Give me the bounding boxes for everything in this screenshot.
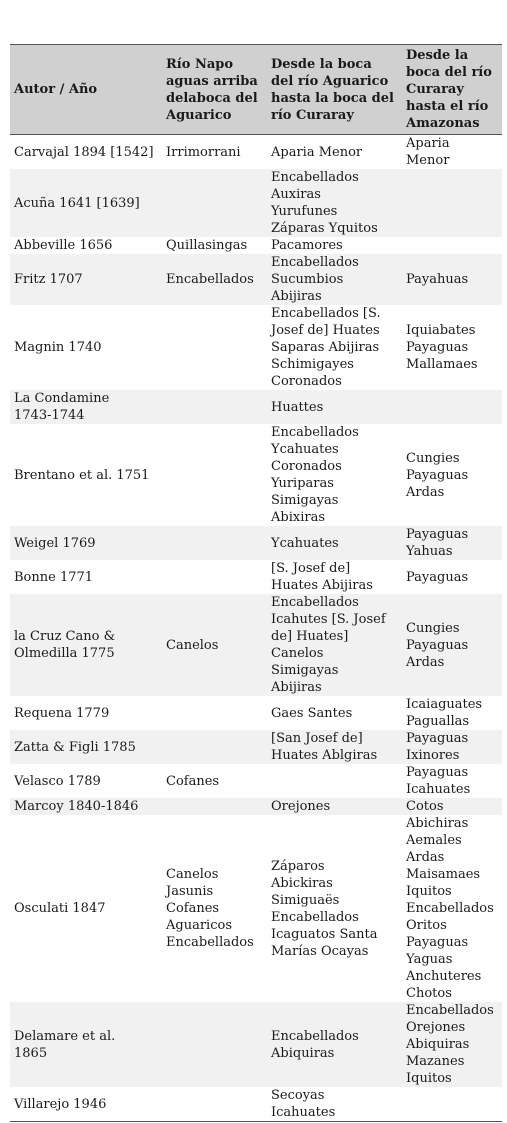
curaray-amazonas-cell: Payaguas xyxy=(406,569,469,585)
table-row xyxy=(10,254,502,305)
aguarico-curaray-cell: Encabellados Sucumbios Abijiras xyxy=(267,254,402,305)
napo-upstream-cell: Cofanes xyxy=(166,773,220,789)
table-row xyxy=(10,1087,502,1122)
table-body xyxy=(10,135,502,1122)
aguarico-curaray-cell: Aparia Menor xyxy=(271,144,363,160)
napo-upstream-cell xyxy=(162,424,267,526)
napo-upstream-cell: Encabellados xyxy=(162,254,267,305)
curaray-amazonas-cell: Aparia Menor xyxy=(406,136,450,168)
author-year-cell: Brentano et al. 1751 xyxy=(14,467,150,483)
aguarico-curaray-cell: [S. Josef de] Huates Abijiras xyxy=(271,561,373,593)
napo-upstream-cell xyxy=(162,390,267,424)
napo-upstream-cell: Canelos xyxy=(162,594,267,696)
author-year-cell: Velasco 1789 xyxy=(14,773,101,789)
table-row xyxy=(10,169,502,237)
table-row xyxy=(10,696,502,730)
table-row xyxy=(10,390,502,424)
author-year-cell: Magnin 1740 xyxy=(14,340,102,355)
table-row xyxy=(10,730,502,764)
curaray-amazonas-cell: Icaiaguates Paguallas xyxy=(406,697,483,729)
header-author-year: Autor / Año xyxy=(10,45,162,135)
author-year-cell: Fritz 1707 xyxy=(10,254,162,305)
aguarico-curaray-cell: Encabellados [S. Josef de] Huates Saparas Abijiras Schimigayes Coronados xyxy=(271,306,381,389)
author-year-cell: Requena 1779 xyxy=(14,705,110,721)
tribes-table xyxy=(10,44,502,1122)
napo-upstream-cell xyxy=(162,560,267,594)
napo-upstream-cell xyxy=(162,798,267,815)
table-row xyxy=(10,798,502,815)
author-year-cell: Villarejo 1946 xyxy=(10,1087,162,1122)
table-row xyxy=(10,594,502,696)
curaray-amazonas-cell: Cungies Payaguas Ardas xyxy=(406,450,469,500)
aguarico-curaray-cell: Orejones xyxy=(267,798,402,815)
author-year-cell: La Condamine 1743-1744 xyxy=(10,390,162,424)
napo-upstream-cell xyxy=(162,1002,267,1087)
napo-upstream-cell: Canelos Jasunis Cofanes Aguaricos Encabellados xyxy=(166,867,254,950)
napo-upstream-cell: Irrimorrani xyxy=(166,144,241,160)
curaray-amazonas-cell: Encabellados Orejones Abiquiras Mazanes Iquitos xyxy=(402,1002,502,1087)
aguarico-curaray-cell: Secoyas Icahuates xyxy=(267,1087,402,1122)
curaray-amazonas-cell xyxy=(402,390,502,424)
author-year-cell: Carvajal 1894 [1542] xyxy=(14,144,154,160)
napo-upstream-cell xyxy=(162,696,267,730)
aguarico-curaray-cell: Gaes Santes xyxy=(271,705,353,721)
aguarico-curaray-cell: Záparos Abickiras Simiguaës Encabellados Icaguatos Santa Marías Ocayas xyxy=(271,858,378,959)
curaray-amazonas-cell xyxy=(402,237,502,254)
aguarico-curaray-cell: Encabellados Ycahuates Coronados Yuriparas Simigayas Abixiras xyxy=(271,425,359,525)
author-year-cell: Abbeville 1656 xyxy=(14,238,113,253)
header-curaray-to-amazonas: Desde la boca del río Curaray hasta el río Amazonas xyxy=(402,45,502,135)
curaray-amazonas-cell xyxy=(402,1087,502,1122)
table-row xyxy=(10,815,502,1002)
author-year-cell: Marcoy 1840-1846 xyxy=(10,798,162,815)
header-napo-upstream: Río Napo aguas arriba delaboca del Aguarico xyxy=(162,45,267,135)
curaray-amazonas-cell: Payaguas Ixinores xyxy=(402,730,502,764)
aguarico-curaray-cell: Encabellados Auxiras Yurufunes Záparas Yquitos xyxy=(267,169,402,237)
napo-upstream-cell xyxy=(162,730,267,764)
curaray-amazonas-cell: Payaguas Icahuates xyxy=(406,765,471,797)
napo-upstream-cell xyxy=(162,169,267,237)
table-row xyxy=(10,1002,502,1087)
napo-upstream-cell xyxy=(162,526,267,560)
table-row xyxy=(10,237,502,254)
author-year-cell: Delamare et al. 1865 xyxy=(10,1002,162,1087)
table-header-row xyxy=(10,45,502,135)
aguarico-curaray-cell: Huattes xyxy=(267,390,402,424)
curaray-amazonas-cell: Payaguas Yahuas xyxy=(402,526,502,560)
table-row xyxy=(10,305,502,390)
curaray-amazonas-cell: Abichiras Aemales Ardas Maisamaes Iquitos Encabellados Oritos Payaguas Yaguas Anchuteres Chotos xyxy=(406,816,494,1001)
author-year-cell: Bonne 1771 xyxy=(14,569,94,585)
curaray-amazonas-cell: Cungies Payaguas Ardas xyxy=(402,594,502,696)
table-row xyxy=(10,526,502,560)
curaray-amazonas-cell: Payahuas xyxy=(402,254,502,305)
author-year-cell: la Cruz Cano & Olmedilla 1775 xyxy=(10,594,162,696)
author-year-cell: Acuña 1641 [1639] xyxy=(10,169,162,237)
table-row xyxy=(10,135,502,170)
napo-upstream-cell: Quillasingas xyxy=(166,238,248,253)
table-row xyxy=(10,560,502,594)
author-year-cell: Osculati 1847 xyxy=(14,901,106,916)
aguarico-curaray-cell: Ycahuates xyxy=(267,526,402,560)
author-year-cell: Weigel 1769 xyxy=(10,526,162,560)
table-row xyxy=(10,424,502,526)
aguarico-curaray-cell xyxy=(267,764,402,798)
curaray-amazonas-cell xyxy=(402,169,502,237)
curaray-amazonas-cell: Iquiabates Payaguas Mallamaes xyxy=(406,323,478,372)
aguarico-curaray-cell: [San Josef de] Huates Ablgiras xyxy=(267,730,402,764)
napo-upstream-cell xyxy=(162,305,267,390)
header-aguarico-to-curaray: Desde la boca del río Aguarico hasta la boca del río Curaray xyxy=(267,45,402,135)
aguarico-curaray-cell: Encabellados Icahutes [S. Josef de] Huates] Canelos Simigayas Abijiras xyxy=(267,594,402,696)
aguarico-curaray-cell: Encabellados Abiquiras xyxy=(267,1002,402,1087)
author-year-cell: Zatta & Figli 1785 xyxy=(10,730,162,764)
table-row xyxy=(10,764,502,798)
curaray-amazonas-cell: Cotos xyxy=(402,798,502,815)
aguarico-curaray-cell: Pacamores xyxy=(271,238,343,253)
napo-upstream-cell xyxy=(162,1087,267,1122)
